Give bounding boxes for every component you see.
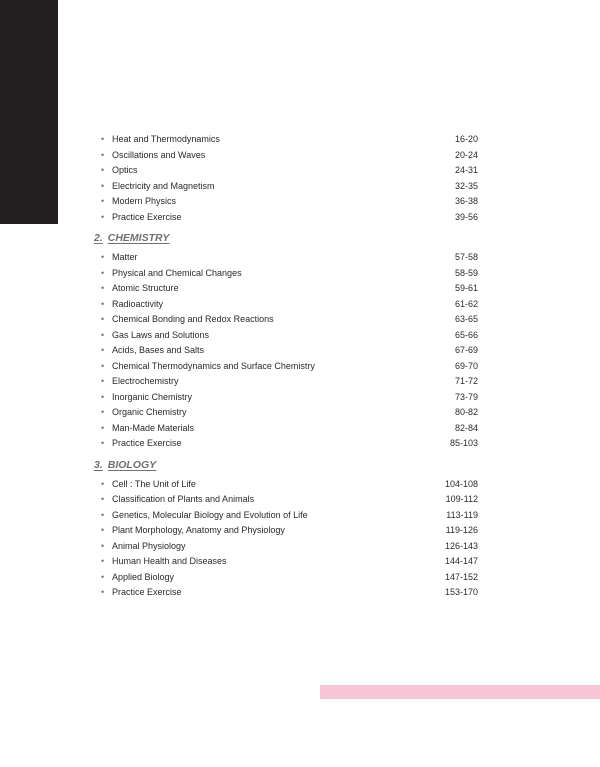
entry-pages: 36-38 xyxy=(454,196,478,206)
entry-pages: 73-79 xyxy=(454,391,478,402)
toc-entry[interactable] xyxy=(94,163,478,179)
pink-strip-decoration xyxy=(320,685,600,699)
entry-pages: 16-20 xyxy=(454,134,478,144)
bullet-icon: • xyxy=(101,525,105,535)
toc-entry[interactable] xyxy=(94,328,478,344)
toc-entry[interactable] xyxy=(94,194,478,210)
bullet-icon: • xyxy=(101,252,105,262)
entry-label: Gas Laws and Solutions xyxy=(112,329,210,340)
entry-pages: 69-70 xyxy=(454,360,478,371)
bullet-icon: • xyxy=(101,267,105,278)
entry-label: Genetics, Molecular Biology and Evolution of Life xyxy=(112,509,308,520)
entry-pages: 71-72 xyxy=(454,376,478,386)
entry-label: Plant Morphology, Anatomy and Physiology xyxy=(112,525,285,535)
toc-entry[interactable] xyxy=(94,508,478,524)
entry-label: Chemical Thermodynamics and Surface Chemistry xyxy=(112,360,315,371)
entry-label: Chemical Bonding and Redox Reactions xyxy=(112,314,274,324)
entry-pages: 24-31 xyxy=(454,165,478,175)
entry-label: Electrochemistry xyxy=(112,376,179,386)
section-number: 3. xyxy=(94,458,103,471)
toc-entry[interactable] xyxy=(94,297,478,313)
biology-section xyxy=(94,453,478,601)
entry-pages: 67-69 xyxy=(454,345,478,355)
bullet-icon: • xyxy=(101,283,105,293)
entry-label: Practice Exercise xyxy=(112,587,182,597)
bullet-icon: • xyxy=(101,196,105,206)
entry-pages: 57-58 xyxy=(454,252,478,262)
section-heading-biology[interactable] xyxy=(94,453,478,477)
entry-label: Human Health and Diseases xyxy=(112,556,227,566)
toc-entry[interactable] xyxy=(94,436,478,452)
toc-entry[interactable] xyxy=(94,585,478,601)
toc-entry[interactable] xyxy=(94,477,478,493)
entry-label: Practice Exercise xyxy=(112,438,182,448)
entry-label: Matter xyxy=(112,252,138,262)
side-bar-decoration xyxy=(0,0,58,224)
toc-entry[interactable] xyxy=(94,539,478,555)
section-number: 2. xyxy=(94,232,103,244)
entry-label: Atomic Structure xyxy=(112,283,179,293)
entry-label: Organic Chemistry xyxy=(112,407,187,417)
entry-pages: 109-112 xyxy=(445,494,478,504)
entry-label: Acids, Bases and Salts xyxy=(112,345,205,355)
entry-pages: 32-35 xyxy=(454,180,478,191)
toc-entry[interactable] xyxy=(94,374,478,390)
toc-entry[interactable] xyxy=(94,523,478,539)
toc-entry[interactable] xyxy=(94,132,478,148)
toc-entry[interactable] xyxy=(94,405,478,421)
entry-label: Inorganic Chemistry xyxy=(112,391,193,402)
entry-label: Modern Physics xyxy=(112,196,177,206)
entry-pages: 147-152 xyxy=(444,571,478,582)
entry-label: Electricity and Magnetism xyxy=(112,180,215,191)
toc-entry[interactable] xyxy=(94,421,478,437)
bullet-icon: • xyxy=(101,180,105,191)
entry-pages: 58-59 xyxy=(454,267,478,278)
bullet-icon: • xyxy=(101,509,105,520)
bullet-icon: • xyxy=(101,165,105,175)
entry-pages: 39-56 xyxy=(454,211,478,222)
bullet-icon: • xyxy=(101,407,105,417)
bullet-icon: • xyxy=(101,422,105,433)
toc-entry[interactable] xyxy=(94,570,478,586)
entry-label: Cell : The Unit of Life xyxy=(112,478,196,489)
bullet-icon: • xyxy=(101,556,105,566)
bullet-icon: • xyxy=(101,438,105,448)
bullet-icon: • xyxy=(101,134,105,144)
entry-label: Optics xyxy=(112,165,138,175)
bullet-icon: • xyxy=(101,587,105,597)
toc-entry[interactable] xyxy=(94,554,478,570)
bullet-icon: • xyxy=(101,571,105,582)
toc-entry[interactable] xyxy=(94,312,478,328)
toc-entry[interactable] xyxy=(94,148,478,164)
toc-entry[interactable] xyxy=(94,210,478,226)
section-title: BIOLOGY xyxy=(107,458,157,471)
entry-pages: 80-82 xyxy=(454,407,478,417)
entry-pages: 85-103 xyxy=(449,438,478,448)
table-of-contents xyxy=(94,132,478,601)
toc-entry[interactable] xyxy=(94,390,478,406)
entry-label: Practice Exercise xyxy=(112,211,182,222)
bullet-icon: • xyxy=(101,298,105,309)
bullet-icon: • xyxy=(101,540,105,551)
entry-pages: 153-170 xyxy=(444,587,478,597)
entry-pages: 63-65 xyxy=(454,314,478,324)
bullet-icon: • xyxy=(101,314,105,324)
bullet-icon: • xyxy=(101,376,105,386)
bullet-icon: • xyxy=(101,391,105,402)
entry-label: Applied Biology xyxy=(112,571,175,582)
entry-label: Man-Made Materials xyxy=(112,422,195,433)
entry-pages: 59-61 xyxy=(454,283,478,293)
entry-pages: 20-24 xyxy=(454,149,478,160)
toc-entry[interactable] xyxy=(94,343,478,359)
toc-entry[interactable] xyxy=(94,250,478,266)
entry-pages: 82-84 xyxy=(454,422,478,433)
bullet-icon: • xyxy=(101,329,105,340)
bullet-icon: • xyxy=(101,149,105,160)
physics-section xyxy=(94,132,478,225)
toc-entry[interactable] xyxy=(94,281,478,297)
entry-label: Oscillations and Waves xyxy=(112,149,206,160)
entry-pages: 144-147 xyxy=(444,556,478,566)
toc-entry[interactable] xyxy=(94,179,478,195)
chemistry-section xyxy=(94,226,478,452)
entry-pages: 65-66 xyxy=(454,329,478,340)
entry-pages: 119-126 xyxy=(445,525,478,535)
entry-label: Animal Physiology xyxy=(112,540,186,551)
toc-entry[interactable] xyxy=(94,359,478,375)
entry-label: Radioactivity xyxy=(112,298,164,309)
bullet-icon: • xyxy=(101,494,105,504)
toc-entry[interactable] xyxy=(94,492,478,508)
toc-entry[interactable] xyxy=(94,266,478,282)
section-title: CHEMISTRY xyxy=(107,232,170,244)
entry-label: Physical and Chemical Changes xyxy=(112,267,242,278)
entry-pages: 126-143 xyxy=(444,540,478,551)
bullet-icon: • xyxy=(101,345,105,355)
entry-label: Heat and Thermodynamics xyxy=(112,134,220,144)
entry-pages: 104-108 xyxy=(444,478,478,489)
entry-pages: 113-119 xyxy=(446,509,478,520)
bullet-icon: • xyxy=(101,211,105,222)
entry-pages: 61-62 xyxy=(454,298,478,309)
bullet-icon: • xyxy=(101,478,105,489)
entry-label: Classification of Plants and Animals xyxy=(112,494,255,504)
section-heading-chemistry[interactable] xyxy=(94,226,478,250)
bullet-icon: • xyxy=(101,360,105,371)
